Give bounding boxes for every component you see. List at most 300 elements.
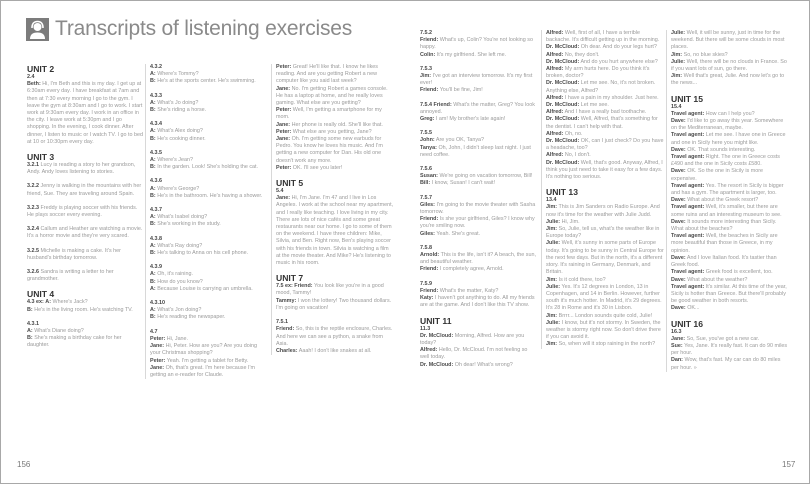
transcript-line <box>546 66 664 80</box>
unit-heading: UNIT 3 <box>27 152 55 163</box>
transcript-line <box>276 283 394 297</box>
speaker-label: Dr. McCloud: <box>546 159 580 166</box>
unit-heading: UNIT 11 <box>420 315 452 326</box>
transcript-block <box>276 64 394 172</box>
speaker-label: B: <box>150 192 156 199</box>
transcript-line <box>27 299 145 306</box>
exercise-number: 3.2.5 <box>27 247 39 254</box>
exercise-number: 4.3.6 <box>150 178 162 185</box>
line-text: Oh dear! What's wrong? <box>454 361 513 368</box>
transcript-line <box>546 277 664 284</box>
transcript-line <box>150 250 266 257</box>
exercise-number: 4.3.10 <box>150 300 165 307</box>
transcript-line <box>150 365 266 379</box>
transcript-line <box>546 59 664 66</box>
transcript-line <box>671 336 789 343</box>
transcript-line <box>671 154 789 168</box>
speaker-label: B: <box>27 335 33 342</box>
line-text: I know, but it's not stormy. In Sweden, the weather is stormy right now. So don't drive there if you can avoid it. <box>546 319 661 341</box>
transcript-line <box>150 186 266 193</box>
speaker-label: B: <box>150 164 156 171</box>
line-text: Well, it will be sunny, just in time for the weekend. But there will be some clouds in most places. <box>671 30 785 51</box>
transcript-block <box>150 236 266 258</box>
speaker-label: A: <box>150 214 156 221</box>
transcript-line <box>546 52 664 59</box>
speaker-label: Alfred: <box>546 152 564 159</box>
line-text: My arm hurts here. Do you think it's broken, doctor? <box>546 66 650 80</box>
column-2 <box>145 64 266 379</box>
unit-heading: UNIT 4 <box>27 289 55 300</box>
transcript-line <box>276 107 394 121</box>
transcript-block <box>420 281 538 310</box>
transcript-line <box>420 180 538 187</box>
line-text: What's Ray doing? <box>157 242 203 249</box>
transcript-line <box>546 320 664 342</box>
speaker-label: A: <box>150 99 156 106</box>
line-text: Jenny is walking in the mountains with her friend, Sue. They are traveling around Spain. <box>27 183 142 197</box>
speaker-label: Dave: <box>671 118 686 125</box>
line-text: He's in the living room. He's watching TV. <box>34 306 133 313</box>
speaker-label: Jim: <box>671 51 683 58</box>
transcript-line <box>671 343 789 357</box>
page-title: Transcripts of listening exercises <box>55 17 353 40</box>
transcript-line <box>150 128 266 135</box>
transcript-line <box>671 269 789 276</box>
speaker-label: Travel agent: <box>671 233 705 240</box>
speaker-label: Dave: <box>671 197 686 204</box>
exercise-number: 7.5.5 <box>420 130 432 137</box>
transcript-block <box>150 64 266 86</box>
transcript-line <box>276 165 394 172</box>
exercise-number: 3.2.1 <box>27 162 39 169</box>
line-text: Yes. The resort in Sicily is bigger and has a gym. The apartment is larger, too. <box>671 182 784 197</box>
speaker-label: Dave: <box>671 146 686 153</box>
transcript-line <box>420 295 538 309</box>
transcript-line <box>546 30 664 44</box>
transcript-line <box>671 204 789 218</box>
speaker-label: Julie: <box>546 218 561 225</box>
transcript-line <box>420 145 538 159</box>
unit-heading: UNIT 13 <box>546 187 578 198</box>
transcript-line <box>27 328 145 335</box>
line-text: Oh, it's raining. <box>157 271 193 278</box>
line-text: She's riding a horse. <box>157 107 207 114</box>
transcript-line <box>150 164 266 171</box>
transcript-line <box>546 240 664 276</box>
speaker-label: Jane: <box>276 121 291 128</box>
transcript-line <box>420 202 538 216</box>
exercise-number: 4.3.3 <box>150 92 162 99</box>
speaker-label: Travel agent: <box>671 283 705 290</box>
transcript-line <box>420 52 538 59</box>
transcript-line <box>150 100 266 107</box>
speaker-label: Tanya: <box>420 144 437 151</box>
speaker-label: Travel agent: <box>671 269 705 276</box>
line-text: Is it cold there, too? <box>558 276 606 283</box>
speaker-label: Peter: <box>276 107 292 114</box>
transcript-block <box>150 329 266 379</box>
line-text: Brrrr... London sounds quite cold, Julie! <box>558 312 653 319</box>
transcript-line <box>671 233 789 255</box>
line-text: I've got an interview tomorrow. It's my first ever! <box>420 73 533 87</box>
exercise-number: 4.3.8 <box>150 235 162 242</box>
line-text: And do you hurt anywhere else? <box>580 58 658 65</box>
unit-heading: UNIT 15 <box>671 93 703 104</box>
speaker-label: Friend: <box>294 283 313 290</box>
line-text: Callum and Heather are watching a movie. It's a horror movie and they're very scared. <box>27 226 143 240</box>
speaker-label: A: <box>150 185 156 192</box>
line-text: How do you know? <box>157 278 203 285</box>
speaker-label: A: <box>150 307 156 314</box>
speaker-label: B: <box>150 278 156 285</box>
line-text: Yeah. She's great. <box>436 230 481 237</box>
transcript-block <box>150 121 266 143</box>
column-6 <box>666 30 789 372</box>
exercise-number: 4.3.2 <box>150 64 162 70</box>
line-text: We're going on vacation tomorrow, Bill! <box>439 173 533 180</box>
transcript-block <box>27 321 145 350</box>
transcript-line <box>671 168 789 182</box>
transcript-block <box>420 195 538 238</box>
transcript-line <box>546 160 664 182</box>
line-text: Oh. I'm getting some new earbuds for Pedro. You know he loves his music. And I'm getting a new computer for Dan. His old one doesn't work any more. <box>276 136 383 164</box>
speaker-label: Jim: <box>546 226 558 233</box>
transcript-line <box>420 173 538 180</box>
speaker-label: Julie: <box>546 283 561 290</box>
transcript-line <box>546 44 664 51</box>
line-text: Well that's great, Julie. And now let's go to the news... <box>671 73 785 87</box>
transcript-block <box>420 245 538 274</box>
speaker-label: Peter: <box>276 64 292 70</box>
speaker-label: A: <box>150 128 156 135</box>
line-text: Yes, Jane. It's really fast. It can do 90 miles per hour. <box>671 342 788 357</box>
speaker-label: Dave: <box>671 276 686 283</box>
line-text: No. I'm getting Robert a games console. He has a laptop at home, and he really loves gaming. What else are you getting? <box>276 85 388 107</box>
line-text: No, I don't. <box>564 152 591 159</box>
line-text: Sandra is writing a letter to her grandmother. <box>27 269 114 283</box>
transcript-block <box>671 30 789 88</box>
transcript-block <box>276 319 394 355</box>
transcript-line <box>420 102 538 116</box>
line-text: Michelle is making a cake. It's her husband's birthday tomorrow. <box>27 247 121 261</box>
transcript-block <box>276 188 394 267</box>
speaker-label: Dr. McCloud: <box>546 58 580 65</box>
line-text: He's reading the newspaper. <box>157 314 226 321</box>
line-text: Let me see. No, it's not broken. Anything else, Alfred? <box>546 80 656 94</box>
speaker-label: A: <box>27 328 33 335</box>
transcript-line <box>150 193 266 200</box>
column-3 <box>271 64 394 355</box>
line-text: You look like you're in a good mood, Tammy! <box>276 283 384 297</box>
transcript-line <box>150 214 266 221</box>
exercise-number: 7.5.6 <box>420 166 432 173</box>
line-text: This is Jim Sanders on Radio Europe. And now it's time for the weather with Julie Judd. <box>546 204 660 218</box>
line-text: I completely agree, Arnold. <box>439 266 504 273</box>
exercise-number: 5.4 <box>276 188 284 195</box>
transcript-line <box>150 271 266 278</box>
line-text: Yes. It's 12 degrees in London, 13 in Copenhagen, and 14 in Berlin. However, further south it's much hotter. In Madrid, it's 29 degrees. It's 28 in Rome and it's 30 in Lisbon. <box>546 283 662 312</box>
transcript-line <box>671 305 789 312</box>
line-text: What else are you getting, Jane? <box>292 128 372 135</box>
speaker-label: Jim: <box>546 312 558 319</box>
exercise-number: 7.5.1 <box>276 319 288 326</box>
line-text: Oh, that's great. I'm here because I'm getting an e-reader for Claude. <box>150 364 255 378</box>
line-text: Oh, John, I didn't sleep last night. I just need coffee. <box>420 144 531 158</box>
transcript-line <box>150 107 266 114</box>
speaker-label: Dr. McCloud: <box>546 102 580 109</box>
line-text: What's the matter, Katy? <box>439 287 499 294</box>
exercise-number: 4.3.4 <box>150 121 162 128</box>
transcript-block <box>27 226 145 240</box>
transcript-block <box>27 162 145 176</box>
transcript-line <box>546 138 664 152</box>
speaker-label: Susan: <box>420 173 438 180</box>
line-text: Let me see. <box>580 102 609 109</box>
transcript-line <box>546 341 664 348</box>
speaker-label: Julie: <box>546 319 561 326</box>
line-text: Oh dear. And do your legs hurt? <box>580 44 657 51</box>
speaker-label: Travel agent: <box>671 204 705 211</box>
transcript-line <box>671 111 789 118</box>
transcript-line <box>671 277 789 284</box>
transcript-line <box>276 348 394 355</box>
transcript-block <box>150 178 266 200</box>
line-text: Well, first of all, I have a terrible backache. It's difficult getting up in the morning. <box>546 30 660 44</box>
speaker-label: Dave: <box>671 254 686 261</box>
person-headphones-icon <box>26 18 49 41</box>
transcript-line <box>546 95 664 102</box>
transcript-line <box>420 216 538 230</box>
column-1 <box>27 64 145 350</box>
line-text: Morning, Alfred. How are you today? <box>420 332 525 346</box>
line-text: And I love Italian food. It's tastier than Greek food. <box>671 254 777 269</box>
line-text: I am! My brother's late again! <box>435 116 506 123</box>
speaker-label: Jim: <box>671 73 683 80</box>
speaker-label: Dave: <box>671 168 686 175</box>
line-text: Where's George? <box>157 185 200 192</box>
speaker-label: Travel agent: <box>671 154 705 161</box>
speaker-label: B: <box>150 135 156 142</box>
transcript-block <box>150 150 266 172</box>
transcript-line <box>150 243 266 250</box>
line-text: So, no blue skies? <box>683 51 728 58</box>
speaker-label: Jane: <box>276 136 291 143</box>
speaker-label: Tammy: <box>276 297 297 304</box>
line-text: He's in the bathroom. He's having a shower. <box>157 192 263 199</box>
speaker-label: Travel agent: <box>671 110 705 117</box>
speaker-label: A: <box>150 271 156 278</box>
line-text: What about the weather? <box>687 276 748 283</box>
line-text: OK. So the one in Sicily is more expensive. <box>671 168 763 182</box>
line-text: OK... <box>687 305 700 312</box>
transcript-line <box>276 298 394 312</box>
transcript-line <box>546 284 664 313</box>
transcript-block <box>27 269 145 283</box>
transcript-line <box>546 116 664 130</box>
speaker-label: Peter: <box>150 335 166 342</box>
transcript-line <box>150 336 266 343</box>
transcript-line <box>671 147 789 154</box>
line-text: She's working in the study. <box>157 221 221 228</box>
line-text: So, Julie, tell us, what's the weather like in Europe today? <box>546 226 660 240</box>
speaker-label: Alfred: <box>546 66 564 73</box>
speaker-label: Friend: <box>433 101 452 108</box>
exercise-number: 4.3.1 <box>27 320 39 327</box>
line-text: Hi, Jim. <box>561 218 580 225</box>
speaker-label: Friend: <box>420 287 439 294</box>
transcript-block <box>420 66 538 95</box>
line-text: This is the life, isn't it? A beach, the sun, and beautiful weather. <box>420 252 536 266</box>
line-text: Is she your girlfriend, Giles? I know why you're smiling now. <box>420 216 535 230</box>
line-text: Wow, that's fast. My car can do 80 miles per hour. » <box>671 357 781 371</box>
speaker-label: John: <box>420 137 435 144</box>
speaker-label: Dr. McCloud: <box>420 361 454 368</box>
column-4 <box>420 30 538 369</box>
transcript-line <box>671 183 789 197</box>
speaker-label: B: <box>150 107 156 114</box>
exercise-number: 11.3 <box>420 325 431 332</box>
transcript-line <box>150 221 266 228</box>
line-text: Well, it's smaller, but there are some ruins and an interesting museum to see. <box>671 204 782 218</box>
transcript-line <box>546 219 664 226</box>
transcript-line <box>150 286 266 293</box>
speaker-label: Charles: <box>276 347 298 354</box>
line-text: Her phone is really old. She'll like that. <box>291 121 383 128</box>
exercise-number: 7.5.8 <box>420 244 432 251</box>
exercise-number: 13.4 <box>546 197 557 204</box>
transcript-line <box>420 362 538 369</box>
line-text: Let me see. I have one in Greece and one in Sicily here you might like. <box>671 132 786 146</box>
transcript-line <box>420 87 538 94</box>
transcript-line <box>671 132 789 146</box>
exercise-number: 16.3 <box>671 328 682 335</box>
transcript-line <box>671 284 789 306</box>
speaker-label: Alfred: <box>546 130 564 137</box>
transcript-line <box>276 195 394 267</box>
transcript-line <box>420 252 538 266</box>
speaker-label: Friend: <box>420 37 439 44</box>
line-text: She's making a birthday cake for her daughter. <box>27 335 122 349</box>
speaker-label: B: <box>150 314 156 321</box>
speaker-label: Dr. McCloud: <box>420 332 454 339</box>
exercise-number: 7.5.2 <box>420 30 432 36</box>
page-header <box>26 16 352 42</box>
speaker-label: Travel agent: <box>671 132 705 139</box>
line-text: In the garden. Look! She's holding the cat. <box>157 164 259 171</box>
exercise-number: 2.4 <box>27 74 35 80</box>
line-text: OK. I'll see you later! <box>292 164 343 171</box>
speaker-label: Julie: <box>671 58 686 65</box>
speaker-label: Alfred: <box>420 347 438 354</box>
exercise-number: 3.2.6 <box>27 269 39 276</box>
transcript-line <box>671 357 789 371</box>
line-text: Are you OK, Tanya? <box>435 137 485 144</box>
line-text: OK, can I just check? Do you have a headache, too? <box>546 138 664 152</box>
line-text: What's Jon doing? <box>157 307 202 314</box>
speaker-label: Travel agent: <box>671 182 705 189</box>
transcript-line <box>420 37 538 51</box>
speaker-label: Julie: <box>671 30 686 36</box>
transcript-line <box>276 326 394 348</box>
line-text: I know, Susan! I can't wait! <box>431 180 496 187</box>
line-text: What's Diane doing? <box>34 328 84 335</box>
line-text: Right. The one in Greece costs £490 and the one in Sicily costs £580. <box>671 154 780 168</box>
speaker-label: Jane: <box>150 364 165 371</box>
transcript-line <box>546 152 664 159</box>
line-text: Where's Jack? <box>52 299 88 306</box>
line-text: He's cooking dinner. <box>157 135 206 142</box>
line-text: What's Alex doing? <box>157 128 203 135</box>
speaker-label: Dan: <box>671 357 683 364</box>
column-5 <box>541 30 664 349</box>
speaker-label: A: <box>45 299 51 306</box>
speaker-label: Jane: <box>276 195 291 202</box>
transcript-block <box>27 74 145 146</box>
line-text: Well, Alfred, that's something for the dentist. I can't help with that. <box>546 116 658 130</box>
speaker-label: Alfred: <box>546 30 564 36</box>
transcript-line <box>150 343 266 357</box>
speaker-label: Peter: <box>276 128 292 135</box>
transcript-line <box>420 333 538 347</box>
speaker-label: Colin: <box>420 51 436 58</box>
line-text: Well, it's sunny in some parts of Europe today. It's going to be sunny in Central Europe for the next few days. But in the north, it's a different story. It's raining in Germany, Denmark, and Britain. <box>546 240 664 276</box>
exercise-number: 4.7 <box>150 328 158 335</box>
line-text: I have a pain in my shoulder. Just here. <box>564 94 659 101</box>
page-number-right: 157 <box>782 460 796 469</box>
speaker-label: Greg: <box>420 116 435 123</box>
transcript-block <box>420 30 538 59</box>
speaker-label: B: <box>150 221 156 228</box>
speaker-label: B: <box>150 250 156 257</box>
line-text: No, they don't. <box>564 51 600 58</box>
line-text: What's Jo doing? <box>157 99 199 106</box>
speaker-label: Dr. McCloud: <box>546 138 580 145</box>
exercise-number: 7.5.3 <box>420 65 432 72</box>
transcript-line <box>546 226 664 240</box>
speaker-label: Peter: <box>150 357 166 364</box>
line-text: Hi, I'm Jane. I'm 47 and I live in Los Angeles. I work at the school near my apartment, and I really like teaching. I love living in my city. There are lots of nice cafés and some great restaurants near our home. I go to some of them on the weekend. I have three children: Mike, Silvia, and Ben. Right now, Ben's playing soccer with his friends in town. Silvia is watching a film at the movie theater. And Mike? He's listening to music in his room. <box>276 195 394 267</box>
speaker-label: Dr. McCloud: <box>546 80 580 87</box>
speaker-label: Julie: <box>546 240 561 247</box>
transcript-line <box>671 197 789 204</box>
transcript-line <box>27 248 145 262</box>
transcript-line <box>27 226 145 240</box>
transcript-line <box>27 269 145 283</box>
speaker-label: B: <box>150 78 156 85</box>
line-text: So, Sue, you've got a new car. <box>686 335 760 342</box>
exercise-number: 7.5.4 <box>420 101 432 108</box>
transcript-line <box>671 73 789 87</box>
line-text: It's similar. At this time of the year, Sicily is hotter than Greece. But there'll probably be good weather in both resorts. <box>671 283 787 305</box>
line-text: What's Isabel doing? <box>157 214 208 221</box>
exercise-number: 7.5 ex: <box>276 283 293 290</box>
line-text: And I have a really bad toothache. <box>564 109 647 116</box>
speaker-label: Alfred: <box>546 94 564 101</box>
speaker-label: Giles: <box>420 230 435 237</box>
exercise-number: 4.3.5 <box>150 149 162 156</box>
speaker-label: Peter: <box>276 164 292 171</box>
transcript-block <box>546 197 664 348</box>
transcript-block <box>27 248 145 262</box>
speaker-label: Beth: <box>27 81 41 88</box>
transcript-block <box>276 283 394 312</box>
transcript-line <box>420 137 538 144</box>
line-text: Greek food is excellent, too. <box>705 269 773 276</box>
transcript-block <box>671 329 789 372</box>
transcript-line <box>546 109 664 116</box>
speaker-label: Friend: <box>420 87 439 94</box>
speaker-label: Jane: <box>276 85 291 92</box>
